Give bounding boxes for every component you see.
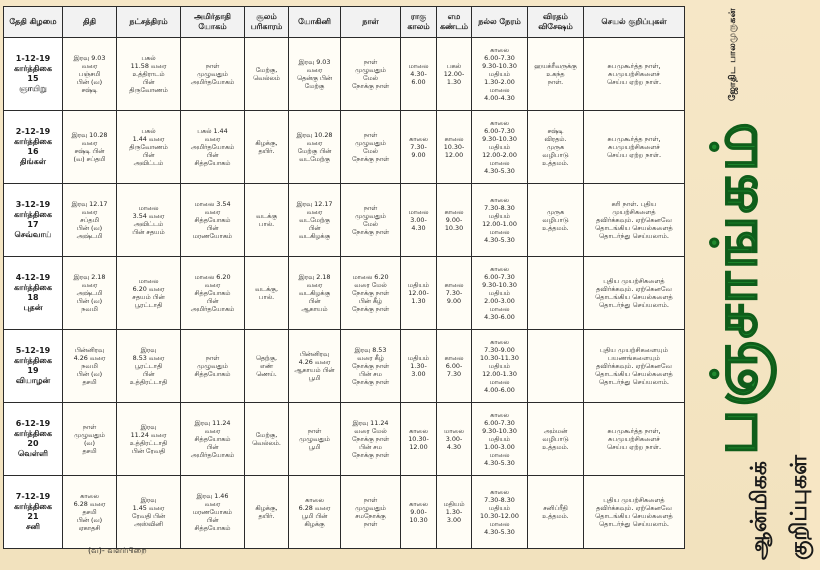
cell-yogini: பின்னிரவு 4.26 வரை ஆகாயம் பின் பூமி (289, 330, 341, 403)
cell-rahu: காலை 7.30- 9.00 (401, 111, 437, 184)
cell-yogam: மாலை 6.20 வரை சித்தயோகம் பின் அமிர்தயோகம் (181, 257, 245, 330)
table-row (4, 111, 685, 184)
cell-viratham: சஷ்டி விரதம். முருக வழிபாடு உத்தமம். (528, 111, 584, 184)
cell-nalla: காலை 6.00-7.30 9.30-10.30 மதியம் 1.00-3.00 மாலை 4.30-5.30 (472, 403, 528, 476)
cell-seyal: புதிய முயற்சிகளையும் பயணங்களையும் தவிர்க்கவும். ஏற்கெனவே தொடங்கிய செயல்களைத் தொடர்ந்து செய்யலாம். (584, 330, 685, 403)
cell-yogam: மாலை 3.54 வரை சித்தயோகம் பின் மரணயோகம் (181, 184, 245, 257)
cell-soolam: கிழக்கு, தயிர். (245, 111, 289, 184)
cell-date: 2-12-19 கார்த்திகை 16 திங்கள் (4, 111, 63, 184)
cell-thithi: இரவு 9.03 வரை பஞ்சமி பின் (வ) சஷ்டி (63, 38, 117, 111)
cell-naal: இரவு 8.53 வரை கீழ் நோக்கு நாள் பின் சம நோக்கு நாள் (341, 330, 401, 403)
header-yogam: அமிர்தாதி யோகம் (181, 7, 245, 38)
cell-nakshatram: மாலை 3.54 வரை அவிட்டம் பின் சதயம் (117, 184, 181, 257)
cell-nakshatram: இரவு 1.45 வரை ரேவதி பின் அஸ்வினி (117, 476, 181, 549)
cell-thithi: இரவு 2.18 வரை அஷ்டமி பின் (வ) நவமி (63, 257, 117, 330)
cell-viratham (528, 330, 584, 403)
cell-viratham: அம்மன் வழிபாடு உத்தமம். (528, 403, 584, 476)
cell-emagandam: மாலை 3.00- 4.30 (437, 403, 472, 476)
cell-date: 6-12-19 கார்த்திகை 20 வெள்ளி (4, 403, 63, 476)
cell-nakshatram: மாலை 6.20 வரை சதயம் பின் பூரட்டாதி (117, 257, 181, 330)
page-title-text: பஞ்சாங்கம் (698, 120, 771, 456)
cell-nalla: காலை 7.30-8.30 மதியம் 10.30-12.00 மாலை 4.30-5.30 (472, 476, 528, 549)
cell-yogini: இரவு 12.17 வரை வடமேற்கு பின் வடகிழக்கு (289, 184, 341, 257)
cell-nakshatram: இரவு 11.24 வரை உத்திரட்டாதி பின் ரேவதி (117, 403, 181, 476)
cell-date: 1-12-19 கார்த்திகை 15 ஞாயிறு (4, 38, 63, 111)
cell-yogini: இரவு 2.18 வரை வடகிழக்கு பின் ஆகாயம் (289, 257, 341, 330)
table-row (4, 403, 685, 476)
cell-seyal: சுபமுகூர்த்த நாள், சுபமுயற்சிகளைச் செய்ய ஏற்ற நாள். (584, 403, 685, 476)
header-nakshatram: நட்சத்திரம் (117, 7, 181, 38)
cell-viratham: முருக வழிபாடு உத்தமம். (528, 184, 584, 257)
cell-soolam: கிழக்கு, தயிர். (245, 476, 289, 549)
cell-date: 4-12-19 கார்த்திகை 18 புதன் (4, 257, 63, 330)
table-row (4, 476, 685, 549)
cell-soolam: மேற்கு, வெல்லம் (245, 38, 289, 111)
header-seyal: செயல் குறிப்புகள் (584, 7, 685, 38)
cell-yogini: காலை 6.28 வரை பூமி பின் கிழக்கு (289, 476, 341, 549)
cell-naal: நாள் முழுவதும் மேல் நோக்கு நாள் (341, 38, 401, 111)
header-emagandam: எம கண்டம் (437, 7, 472, 38)
page-subtitle-text: ஆன்மிகக் குறிப்புகள் (747, 454, 812, 560)
cell-nalla: காலை 6.00-7.30 9.30-10.30 மதியம் 12.00-2.00 மாலை 4.30-5.30 (472, 111, 528, 184)
cell-yogam: இரவு 1.46 வரை மரணயோகம் பின் சித்தயோகம் (181, 476, 245, 549)
cell-viratham (528, 257, 584, 330)
cell-yogam: நாள் முழுவதும் அமிர்தயோகம் (181, 38, 245, 111)
cell-viratham: சனிப்ரீதி உத்தமம். (528, 476, 584, 549)
cell-date: 5-12-19 கார்த்திகை 19 வியாழன் (4, 330, 63, 403)
cell-yogam: பகல் 1.44 வரை அமிர்தயோகம் பின் சித்தயோகம் (181, 111, 245, 184)
cell-emagandam: காலை 6.00- 7.30 (437, 330, 472, 403)
cell-naal: இரவு 11.24 வரை மேல் நோக்கு நாள் பின் சம நோக்கு நாள் (341, 403, 401, 476)
header-rahu: ராகு காலம் (401, 7, 437, 38)
footnote: (வ)- வளர்பிறை (88, 546, 147, 555)
cell-thithi: காலை 6.28 வரை தசமி பின் (வ) ஏகாதசி (63, 476, 117, 549)
cell-emagandam: மதியம் 1.30- 3.00 (437, 476, 472, 549)
cell-nalla: காலை 7.30-9.00 10.30-11.30 மதியம் 12.00-1.30 மாலை 4.00-6.00 (472, 330, 528, 403)
cell-rahu: மதியம் 12.00- 1.30 (401, 257, 437, 330)
cell-naal: மாலை 6.20 வரை மேல் நோக்கு நாள் பின் கீழ் நோக்கு நாள் (341, 257, 401, 330)
cell-thithi: இரவு 12.17 வரை சப்தமி பின் (வ) அஷ்டமி (63, 184, 117, 257)
panchangam-table (3, 6, 685, 549)
cell-soolam: தெற்கு, எண் ணெய். (245, 330, 289, 403)
cell-soolam: வடக்கு, பால். (245, 257, 289, 330)
cell-rahu: மாலை 4.30- 6.00 (401, 38, 437, 111)
cell-yogini: இரவு 10.28 வரை மேற்கு பின் வடமேற்கு (289, 111, 341, 184)
cell-nalla: காலை 6.00-7.30 9.30-10.30 மதியம் 2.00-3.00 மாலை 4.30-6.00 (472, 257, 528, 330)
cell-naal: நாள் முழுவதும் மேல் நோக்கு நாள் (341, 184, 401, 257)
cell-yogini: இரவு 9.03 வரை தென்கு பின் மேற்கு (289, 38, 341, 111)
cell-nakshatram: இரவு 8.53 வரை பூரட்டாதி பின் உத்திரட்டாதி (117, 330, 181, 403)
cell-viratham: ஹயக்ரீவருக்கு உகந்த நாள். (528, 38, 584, 111)
cell-emagandam: காலை 10.30- 12.00 (437, 111, 472, 184)
table-row (4, 184, 685, 257)
table-row (4, 38, 685, 111)
cell-nalla: காலை 6.00-7.30 9.30-10.30 மதியம் 1.30-2.00 மாலை 4.00-4.30 (472, 38, 528, 111)
cell-rahu: காலை 9.00- 10.30 (401, 476, 437, 549)
header-naal: நாள் (341, 7, 401, 38)
header-nalla-neram: நல்ல நேரம் (472, 7, 528, 38)
cell-nakshatram: பகல் 1.44 வரை திருவோணம் பின் அவிட்டம் (117, 111, 181, 184)
header-date: தேதி கிழமை (4, 7, 63, 38)
header-thithi: திதி (63, 7, 117, 38)
cell-soolam: வடக்கு பால். (245, 184, 289, 257)
cell-seyal: சுபமுகூர்த்த நாள், சுபமுயற்சிகளைச் செய்ய ஏற்ற நாள். (584, 111, 685, 184)
table-row (4, 257, 685, 330)
cell-seyal: புதிய முயற்சிகளைத் தவிர்க்கவும். ஏற்கெனவே தொடங்கிய செயல்களைத் தொடர்ந்து செய்யலாம். (584, 476, 685, 549)
cell-date: 7-12-19 கார்த்திகை 21 சனி (4, 476, 63, 549)
cell-date: 3-12-19 கார்த்திகை 17 செவ்வாய் (4, 184, 63, 257)
table-row (4, 330, 685, 403)
cell-soolam: மேற்கு, வெல்லம். (245, 403, 289, 476)
cell-seyal: கரி நாள். புதிய முயற்சிகளைத் தவிர்க்கவும். ஏற்கெனவே தொடங்கிய செயல்களைத் தொடர்ந்து செய்யலாம். (584, 184, 685, 257)
cell-nalla: காலை 7.30-8.30 மதியம் 12.00-1.00 மாலை 4.30-5.30 (472, 184, 528, 257)
page-subtitle (740, 360, 812, 560)
cell-yogam: இரவு 11.24 வரை சித்தயோகம் பின் அமிர்தயோகம் (181, 403, 245, 476)
header-yogini: யோகினி (289, 7, 341, 38)
cell-rahu: மாலை 3.00- 4.30 (401, 184, 437, 257)
cell-naal: நாள் முழுவதும் சமநோக்கு நாள் (341, 476, 401, 549)
table-body (4, 38, 685, 549)
cell-thithi: பின்னிரவு 4.26 வரை நவமி பின் (வ) தசமி (63, 330, 117, 403)
cell-thithi: இரவு 10.28 வரை சஷ்டி பின் (வ) சப்தமி (63, 111, 117, 184)
cell-yogini: நாள் முழுவதும் பூமி (289, 403, 341, 476)
cell-seyal: புதிய முயற்சிகளைத் தவிர்க்கவும். ஏற்கெனவே தொடங்கிய செயல்களைத் தொடர்ந்து செய்யலாம். (584, 257, 685, 330)
cell-emagandam: காலை 9.00- 10.30 (437, 184, 472, 257)
cell-emagandam: காலை 7.30- 9.00 (437, 257, 472, 330)
cell-yogam: நாள் முழுவதும் சித்தயோகம் (181, 330, 245, 403)
table-header-row (4, 7, 685, 38)
cell-thithi: நாள் முழுவதும் (வ) தசமி (63, 403, 117, 476)
cell-seyal: சுபமுகூர்த்த நாள், சுபமுயற்சிகளைச் செய்ய ஏற்ற நாள். (584, 38, 685, 111)
cell-naal: நாள் முழுவதும் மேல் நோக்கு நாள் (341, 111, 401, 184)
cell-rahu: காலை 10.30- 12.00 (401, 403, 437, 476)
cell-rahu: மதியம் 1.30- 3.00 (401, 330, 437, 403)
cell-emagandam: பகல் 12.00- 1.30 (437, 38, 472, 111)
header-soolam: சூலம் பரிகாரம் (245, 7, 289, 38)
cell-nakshatram: பகல் 11.58 வரை உத்திராடம் பின் திருவோணம் (117, 38, 181, 111)
brand-text: ஜோதிட பாலமுருகன் (728, 8, 738, 101)
header-viratham: விரதம் விசேஷம் (528, 7, 584, 38)
brand-label (727, 8, 741, 124)
